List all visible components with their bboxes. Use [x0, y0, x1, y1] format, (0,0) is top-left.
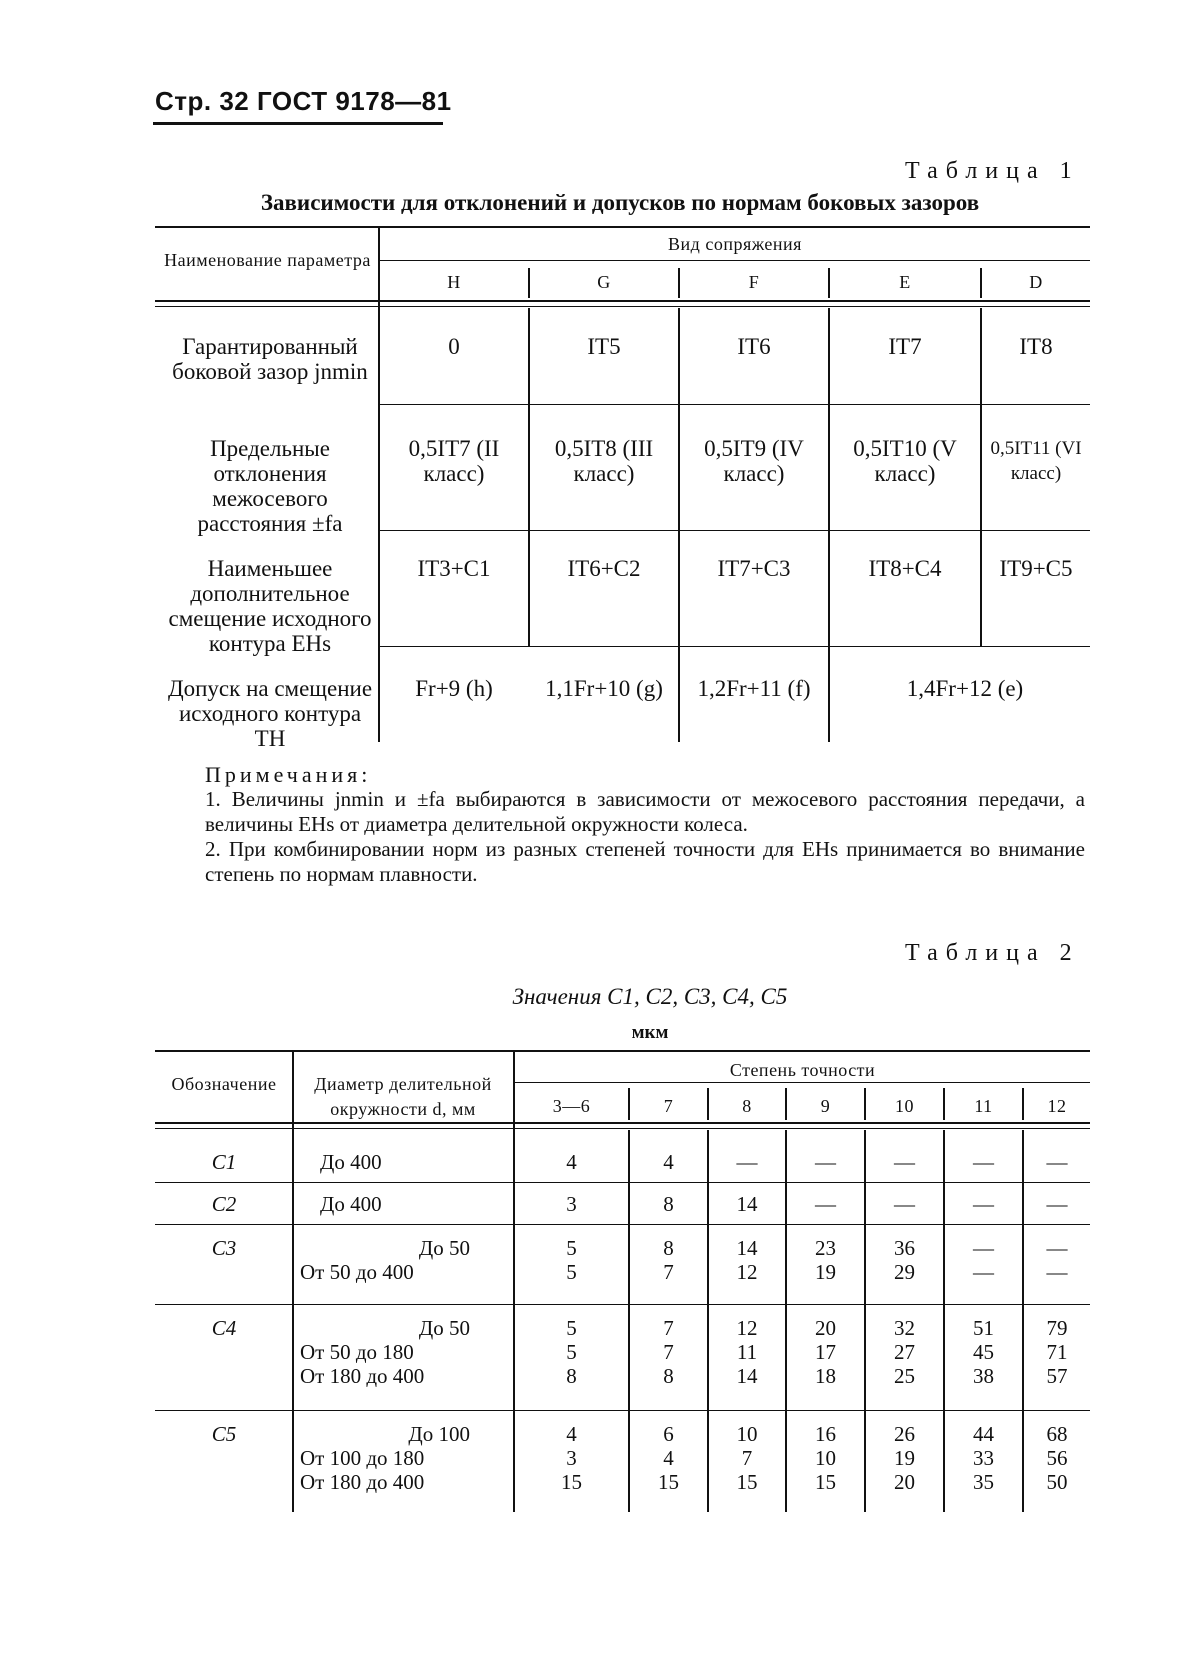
table2-cell: 68	[1046, 1422, 1068, 1446]
table1-cell: IT9+C5	[999, 556, 1073, 581]
table2-cell: —	[894, 1192, 915, 1216]
table2-cell: 19	[815, 1260, 836, 1284]
table2-col-header: 10	[895, 1096, 914, 1116]
table2-cell: 7	[663, 1340, 674, 1364]
table2-cell: —	[1046, 1192, 1068, 1216]
table2-range: От 50 до 180	[300, 1340, 414, 1364]
table2-cell: 17	[815, 1340, 836, 1364]
table1-cell: 0,5IT8 (III класс)	[554, 436, 654, 486]
table2-range: До 400	[320, 1192, 382, 1216]
table2-row-rule	[155, 1224, 1090, 1225]
note-item: 2. При комбинировании норм из разных степеней точности для EHs принимается во внимание степень по нормам плавности.	[205, 837, 1085, 886]
table2-cell: 8	[566, 1364, 577, 1388]
table2-cell: 19	[894, 1446, 915, 1470]
table2-cell: 56	[1046, 1446, 1068, 1470]
table2-cell: 18	[815, 1364, 836, 1388]
table1-cell: 1,2Fr+11 (f)	[697, 676, 811, 701]
table2-cell: 26	[894, 1422, 915, 1446]
table1-row-name: Наименьшее дополнительное смещение исходного контура EHs	[168, 556, 372, 656]
table1-cell: IT7+C3	[717, 556, 791, 581]
table2-row-rule	[155, 1182, 1090, 1183]
table1-col-header: D	[1029, 272, 1043, 292]
table2-cell: —	[973, 1260, 994, 1284]
table1-head-rule2	[155, 306, 1090, 307]
table1-col-header: G	[597, 272, 611, 292]
table1-cell: IT3+C1	[417, 556, 491, 581]
table1-row-name: Гарантированный боковой зазор jnmin	[172, 334, 368, 384]
table1-group-rule	[380, 260, 1090, 261]
table2-group-header: Степень точности	[729, 1060, 876, 1080]
table2-col-header: 7	[663, 1096, 674, 1116]
table1-vrule	[678, 308, 680, 742]
table2-cell: 32	[894, 1316, 915, 1340]
table2-cell: —	[815, 1192, 836, 1216]
table2-cell: 57	[1046, 1364, 1068, 1388]
table2-cell: 38	[973, 1364, 994, 1388]
table1-row-rule	[380, 646, 1090, 647]
table2-cell: 5	[566, 1260, 577, 1284]
table1-cell: 0,5IT10 (V класс)	[853, 436, 957, 486]
table2-row-rule	[155, 1410, 1090, 1411]
table1-cell: 0,5IT9 (IV класс)	[704, 436, 804, 486]
table2-cell: —	[1046, 1236, 1068, 1260]
table2-cell: 36	[894, 1236, 915, 1260]
table2-cell: 14	[736, 1364, 758, 1388]
table2-head-rule	[155, 1122, 1090, 1124]
table2-cell: 29	[894, 1260, 915, 1284]
table1-col-header: H	[447, 272, 461, 292]
table2-cell: —	[1046, 1260, 1068, 1284]
table2-cell: 15	[736, 1470, 758, 1494]
table2-col-header: 9	[820, 1096, 831, 1116]
table2-symbol: C1	[211, 1150, 237, 1174]
table2-cell: 15	[561, 1470, 582, 1494]
table1-param-header: Наименование параметра	[164, 250, 371, 270]
table1-col-header: E	[899, 272, 911, 292]
table2-range: До 100	[408, 1422, 470, 1446]
table1-cell: IT8+C4	[868, 556, 942, 581]
table1-cell: 1,1Fr+10 (g)	[545, 676, 663, 701]
notes-heading: Примечания:	[205, 762, 372, 787]
table2-cell: 8	[663, 1364, 674, 1388]
table1-col-header: F	[748, 272, 760, 292]
table2-cell: 8	[663, 1236, 674, 1260]
table2-range: До 50	[418, 1316, 470, 1340]
table2-col-header: 11	[974, 1096, 993, 1116]
table2-cell: —	[815, 1150, 836, 1174]
table1-cell: IT7	[888, 334, 922, 359]
note-item: 1. Величины jnmin и ±fa выбираются в зависимости от межосевого расстояния передачи, а величины EHs от диаметра делительной окружности колеса.	[205, 787, 1085, 836]
table2-symbol: C5	[211, 1422, 237, 1446]
table2-range: От 180 до 400	[300, 1364, 425, 1388]
header-rule	[153, 122, 443, 125]
table1-row-name: Предельные отклонения межосевого расстояния ±fa	[197, 436, 343, 536]
table1-cell: IT6+C2	[567, 556, 641, 581]
table1-cell: 1,4Fr+12 (e)	[906, 676, 1024, 701]
table2-cell: —	[973, 1150, 994, 1174]
table1-row-rule	[380, 530, 1090, 531]
table2-col-header: 12	[1047, 1096, 1067, 1116]
table2-top-rule	[155, 1050, 1090, 1052]
table1-label: Таблица 1	[905, 158, 1080, 184]
table2-cell: 51	[973, 1316, 994, 1340]
table2-cell: 6	[663, 1422, 674, 1446]
table2-title: Значения C1, C2, C3, C4, C5	[512, 984, 788, 1009]
table2-cell: 35	[973, 1470, 994, 1494]
table1-cell: IT5	[587, 334, 621, 359]
table2-cell: 7	[741, 1446, 753, 1470]
table2-cell: 71	[1046, 1340, 1068, 1364]
table2-cell: 3	[566, 1192, 577, 1216]
table1-cell: IT8	[1019, 334, 1053, 359]
table2-cell: —	[894, 1150, 915, 1174]
table2-cell: 44	[973, 1422, 994, 1446]
table2-cell: 50	[1046, 1470, 1068, 1494]
table2-cell: 27	[894, 1340, 915, 1364]
table1-head-rule	[155, 300, 1090, 302]
table2-cell: 14	[736, 1192, 758, 1216]
table2-range: От 180 до 400	[300, 1470, 425, 1494]
table2-cell: —	[973, 1192, 994, 1216]
table2-cell: 20	[894, 1470, 915, 1494]
table2-cell: 7	[663, 1316, 674, 1340]
table2-row-rule	[155, 1304, 1090, 1305]
table1-cell: 0,5IT7 (II класс)	[408, 436, 500, 486]
table2-cell: 25	[894, 1364, 915, 1388]
page-header: Стр. 32 ГОСТ 9178—81	[155, 86, 452, 116]
table2-symbol: C2	[211, 1192, 237, 1216]
table1-top-rule	[155, 226, 1090, 228]
table1-cell: IT6	[737, 334, 771, 359]
table2-cell: 5	[566, 1236, 577, 1260]
table2-cell: 16	[815, 1422, 836, 1446]
table2-col-diameter: Диаметр делительной окружности d, мм	[314, 1074, 492, 1119]
table1-vrule	[828, 308, 830, 742]
table2-range: До 50	[418, 1236, 470, 1260]
table2-cell: 15	[658, 1470, 679, 1494]
table2-cell: 4	[663, 1150, 674, 1174]
table2-cell: 10	[736, 1422, 758, 1446]
table2-vrule	[292, 1052, 294, 1512]
table1-row-rule	[380, 404, 1090, 405]
table2-cell: 5	[566, 1340, 577, 1364]
table2-range: От 100 до 180	[300, 1446, 425, 1470]
table2-cell: 14	[736, 1236, 758, 1260]
table2-cell: 3	[566, 1446, 577, 1470]
notes	[205, 762, 1085, 887]
table2-cell: 79	[1046, 1316, 1068, 1340]
table1-row-name: Допуск на смещение исходного контура TH	[167, 676, 373, 751]
table2-cell: 33	[973, 1446, 994, 1470]
table2-symbol: C4	[211, 1316, 237, 1340]
table2-cell: 4	[566, 1422, 577, 1446]
table2-cell: 12	[736, 1316, 758, 1340]
table2-cell: 12	[736, 1260, 758, 1284]
table2-cell: 4	[663, 1446, 674, 1470]
table2-cell: —	[736, 1150, 758, 1174]
table2-unit: мкм	[631, 1022, 669, 1043]
table2-cell: 20	[815, 1316, 836, 1340]
table2-cell: 23	[815, 1236, 836, 1260]
table2-col-header: 8	[742, 1096, 752, 1116]
table1-cell: 0	[448, 334, 460, 359]
table1-group-header: Вид сопряжения	[668, 234, 802, 254]
table1-vrule	[378, 228, 380, 742]
table2-head-rule2	[155, 1128, 1090, 1129]
table2-cell: 15	[815, 1470, 836, 1494]
table2-cell: 4	[566, 1150, 577, 1174]
table2-col-designation: Обозначение	[171, 1074, 277, 1094]
table2-cell: 45	[973, 1340, 994, 1364]
table2-cell: —	[973, 1236, 994, 1260]
table2-cell: 7	[663, 1260, 674, 1284]
table2-cell: 8	[663, 1192, 674, 1216]
table2-cell: 11	[736, 1340, 758, 1364]
table2-symbol: C3	[211, 1236, 237, 1260]
table2-cell: —	[1046, 1150, 1068, 1174]
table1-cell: 0,5IT11 (VI класс)	[990, 438, 1082, 484]
table2-cell: 10	[815, 1446, 836, 1470]
table2-range: До 400	[320, 1150, 382, 1174]
table2-label: Таблица 2	[905, 940, 1080, 966]
table1-title: Зависимости для отклонений и допусков по нормам боковых зазоров	[260, 190, 980, 215]
table2-range: От 50 до 400	[300, 1260, 414, 1284]
table2-col-header: 3—6	[552, 1096, 591, 1116]
table1-cell: Fr+9 (h)	[415, 676, 493, 701]
table2-cell: 5	[566, 1316, 577, 1340]
